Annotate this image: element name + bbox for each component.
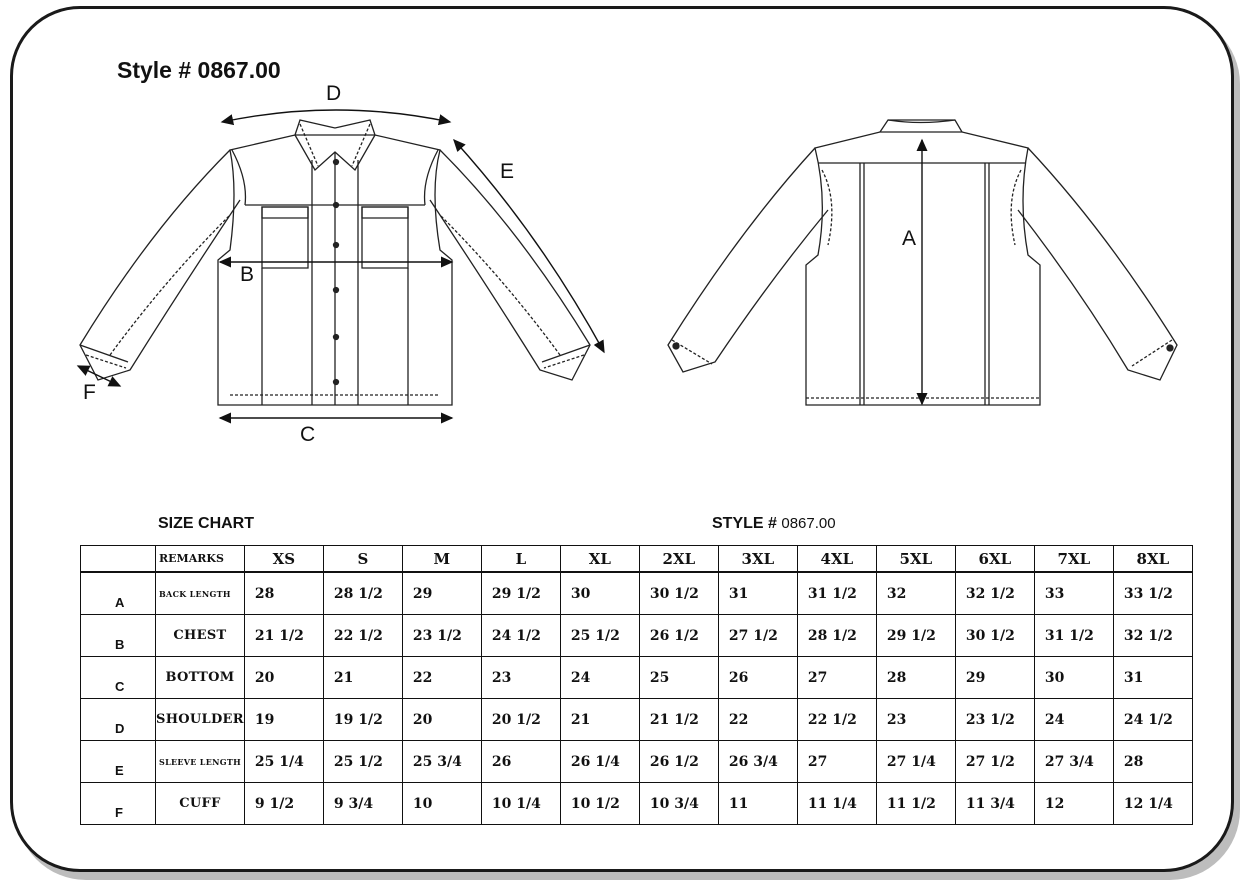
size-value-cell: 25 1/2: [560, 615, 639, 657]
size-value-cell: 33: [1034, 572, 1113, 615]
size-value-cell: 23 1/2: [955, 699, 1034, 741]
measure-remark: BACK LENGTH: [156, 572, 245, 615]
size-value-cell: 28: [876, 657, 955, 699]
size-value-cell: 10: [402, 783, 481, 825]
size-header: 8XL: [1113, 546, 1192, 573]
size-chart-style-number: 0867.00: [781, 515, 836, 532]
size-value-cell: 27 3/4: [1034, 741, 1113, 783]
size-chart-table: [80, 545, 1193, 825]
measure-letter: A: [81, 572, 156, 615]
size-header: 7XL: [1034, 546, 1113, 573]
size-value-cell: 20 1/2: [481, 699, 560, 741]
size-value-cell: 27: [797, 657, 876, 699]
label-a: A: [902, 227, 917, 250]
size-value-cell: 27 1/2: [718, 615, 797, 657]
size-value-cell: 9 1/2: [244, 783, 323, 825]
size-value-cell: 29: [955, 657, 1034, 699]
size-header: L: [481, 546, 560, 573]
size-value-cell: 26: [718, 657, 797, 699]
size-value-cell: 12 1/4: [1113, 783, 1192, 825]
size-value-cell: 26 1/2: [639, 615, 718, 657]
measure-letter: F: [81, 783, 156, 825]
size-value-cell: 32 1/2: [955, 572, 1034, 615]
measure-letter: B: [81, 615, 156, 657]
size-value-cell: 30: [560, 572, 639, 615]
corner-cell: [81, 546, 156, 573]
size-value-cell: 30 1/2: [639, 572, 718, 615]
size-value-cell: 26 1/2: [639, 741, 718, 783]
label-b: B: [240, 263, 255, 286]
label-c: C: [300, 423, 316, 446]
label-d: D: [326, 82, 342, 105]
measure-remark: CHEST: [156, 615, 245, 657]
size-chart-title: SIZE CHART: [158, 515, 254, 532]
size-header: XS: [244, 546, 323, 573]
table-row: [81, 572, 1193, 615]
table-row: [81, 783, 1193, 825]
size-value-cell: 21: [560, 699, 639, 741]
size-header: 5XL: [876, 546, 955, 573]
size-value-cell: 27 1/4: [876, 741, 955, 783]
size-value-cell: 11: [718, 783, 797, 825]
size-value-cell: 33 1/2: [1113, 572, 1192, 615]
size-value-cell: 31 1/2: [1034, 615, 1113, 657]
size-value-cell: 31: [1113, 657, 1192, 699]
measure-letter: E: [81, 741, 156, 783]
label-e: E: [500, 160, 515, 183]
size-value-cell: 22: [718, 699, 797, 741]
size-value-cell: 10 1/2: [560, 783, 639, 825]
size-value-cell: 28: [244, 572, 323, 615]
size-value-cell: 29 1/2: [876, 615, 955, 657]
size-value-cell: 25 3/4: [402, 741, 481, 783]
size-value-cell: 9 3/4: [323, 783, 402, 825]
size-header: 3XL: [718, 546, 797, 573]
size-value-cell: 11 1/2: [876, 783, 955, 825]
measure-remark: SHOULDER: [156, 699, 245, 741]
measure-remark: BOTTOM: [156, 657, 245, 699]
measure-letter: D: [81, 699, 156, 741]
size-value-cell: 20: [402, 699, 481, 741]
size-value-cell: 21 1/2: [639, 699, 718, 741]
size-value-cell: 12: [1034, 783, 1113, 825]
size-value-cell: 26 3/4: [718, 741, 797, 783]
size-value-cell: 21 1/2: [244, 615, 323, 657]
size-value-cell: 27: [797, 741, 876, 783]
size-value-cell: 32 1/2: [1113, 615, 1192, 657]
measure-e-arrow: [454, 140, 604, 352]
style-title: Style # 0867.00: [117, 57, 281, 83]
size-value-cell: 26 1/4: [560, 741, 639, 783]
size-header: S: [323, 546, 402, 573]
size-value-cell: 22: [402, 657, 481, 699]
remarks-header: REMARKS: [156, 546, 245, 573]
table-row: [81, 741, 1193, 783]
size-value-cell: 23 1/2: [402, 615, 481, 657]
size-value-cell: 24 1/2: [481, 615, 560, 657]
size-value-cell: 10 3/4: [639, 783, 718, 825]
size-value-cell: 25 1/4: [244, 741, 323, 783]
measure-remark: CUFF: [156, 783, 245, 825]
size-value-cell: 29: [402, 572, 481, 615]
size-value-cell: 10 1/4: [481, 783, 560, 825]
size-value-cell: 30 1/2: [955, 615, 1034, 657]
size-header: 2XL: [639, 546, 718, 573]
size-value-cell: 11 1/4: [797, 783, 876, 825]
size-chart-style: [712, 515, 836, 533]
size-value-cell: 28: [1113, 741, 1192, 783]
size-header: 6XL: [955, 546, 1034, 573]
size-value-cell: 28 1/2: [323, 572, 402, 615]
table-row: [81, 699, 1193, 741]
size-value-cell: 21: [323, 657, 402, 699]
size-value-cell: 24: [1034, 699, 1113, 741]
size-value-cell: 24: [560, 657, 639, 699]
size-value-cell: 26: [481, 741, 560, 783]
table-row: [81, 657, 1193, 699]
size-chart-style-prefix: STYLE #: [712, 515, 782, 532]
size-value-cell: 31: [718, 572, 797, 615]
size-value-cell: 19 1/2: [323, 699, 402, 741]
size-value-cell: 22 1/2: [323, 615, 402, 657]
size-value-cell: 30: [1034, 657, 1113, 699]
size-value-cell: 23: [481, 657, 560, 699]
size-value-cell: 24 1/2: [1113, 699, 1192, 741]
size-value-cell: 27 1/2: [955, 741, 1034, 783]
label-f: F: [83, 381, 96, 404]
measure-letter: C: [81, 657, 156, 699]
size-value-cell: 31 1/2: [797, 572, 876, 615]
measure-d-arrow: [222, 110, 450, 122]
size-header: M: [402, 546, 481, 573]
size-header: 4XL: [797, 546, 876, 573]
size-value-cell: 28 1/2: [797, 615, 876, 657]
size-value-cell: 11 3/4: [955, 783, 1034, 825]
size-value-cell: 23: [876, 699, 955, 741]
size-header-row: [81, 546, 1193, 573]
measure-remark: SLEEVE LENGTH: [156, 741, 245, 783]
size-value-cell: 32: [876, 572, 955, 615]
size-value-cell: 20: [244, 657, 323, 699]
table-row: [81, 615, 1193, 657]
size-value-cell: 25 1/2: [323, 741, 402, 783]
size-value-cell: 25: [639, 657, 718, 699]
size-value-cell: 19: [244, 699, 323, 741]
size-header: XL: [560, 546, 639, 573]
size-value-cell: 29 1/2: [481, 572, 560, 615]
size-value-cell: 22 1/2: [797, 699, 876, 741]
